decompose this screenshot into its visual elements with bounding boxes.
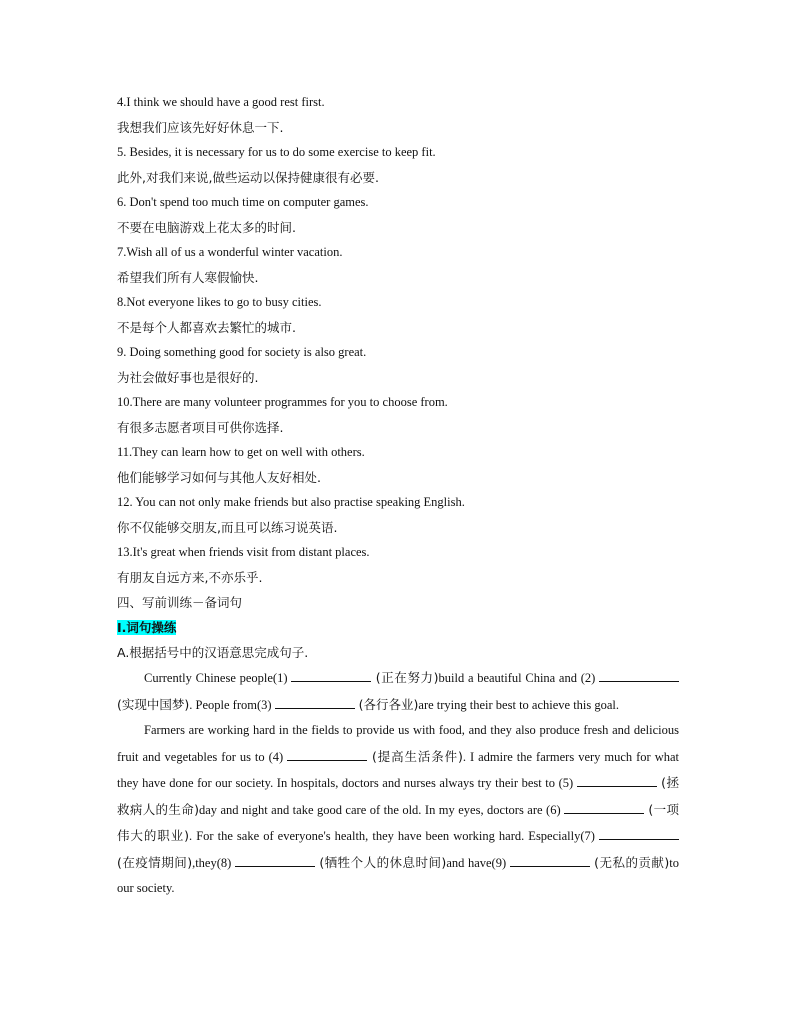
sentence-cn-7: 希望我们所有人寒假愉快. [117,270,259,285]
sentence-cn-6: 不要在电脑游戏上花太多的时间. [117,220,296,235]
p2-hint-9: (无私的贡献) [589,854,670,870]
sentence-cn-4: 我想我们应该先好好休息一下. [117,120,284,135]
subsection-label: I.词句操练 [117,620,177,635]
answer-blank-1[interactable] [291,668,371,682]
sentence-en-4: 4.I think we should have a good rest first. [117,95,325,109]
sentence-cn-8: 不是每个人都喜欢去繁忙的城市. [117,320,296,335]
p2-text-1: Farmers are working hard in the fields to provide us with food, and they also produce fresh and delicious fruit and vegetables for us to (4) [117,723,679,764]
answer-blank-2[interactable] [599,668,679,682]
exercise-instruction: A.根据括号中的汉语意思完成句子. [117,645,309,660]
sentence-en-11: 11.They can learn how to get on well with others. [117,445,365,459]
answer-blank-5[interactable] [577,773,657,787]
sentence-cn-10: 有很多志愿者项目可供你选择. [117,420,284,435]
p1-text-1: Currently Chinese people(1) [144,671,292,685]
sentence-en-12: 12. You can not only make friends but also practise speaking English. [117,495,465,509]
p2-text-6: and have(9) [446,855,510,870]
answer-blank-9[interactable] [510,853,590,867]
p2-hint-6: (一项伟大的职业) [117,801,679,843]
p1-hint-2: (实现中国梦) [117,696,190,712]
p2-text-2: . I admire the farmers very much for what they have done for our society. In hospitals, doctors and nurses always try their best to (5) [117,749,679,790]
sentence-en-5: 5. Besides, it is necessary for us to do some exercise to keep fit. [117,145,436,159]
answer-blank-4[interactable] [287,747,367,761]
sentence-en-13: 13.It's great when friends visit from distant places. [117,545,370,559]
p2-hint-5: (拯救病人的生命) [117,775,679,817]
answer-blank-7[interactable] [599,826,679,840]
answer-blank-3[interactable] [275,695,355,709]
p2-text-4: . For the sake of everyone's health, they have been working hard. Especially(7) [189,829,599,843]
sentence-cn-5: 此外,对我们来说,做些运动以保持健康很有必要. [117,170,379,185]
p1-text-3: . People from(3) [189,697,275,712]
p1-text-2: build a beautiful China and (2) [438,671,599,685]
subsection-row [117,615,679,640]
p2-text-5: ,they(8) [192,855,235,870]
sentence-en-7: 7.Wish all of us a wonderful winter vacation. [117,245,343,259]
p1-hint-3: (各行各业) [354,696,419,712]
p2-hint-8: (牺牲个人的休息时间) [314,854,447,870]
p1-hint-1: (正在努力) [371,670,439,685]
sentence-en-9: 9. Doing something good for society is also great. [117,345,367,359]
p2-hint-4: (提高生活条件) [367,748,463,764]
sentence-en-8: 8.Not everyone likes to go to busy cities. [117,295,322,309]
sentence-cn-13: 有朋友自远方来,不亦乐乎. [117,570,263,585]
sentence-cn-9: 为社会做好事也是很好的. [117,370,259,385]
sentence-en-10: 10.There are many volunteer programmes for you to choose from. [117,395,448,409]
sentence-cn-11: 他们能够学习如何与其他人友好相处. [117,470,321,485]
document-content [117,90,679,902]
section-heading: 四、写前训练－备词句 [117,595,243,610]
exercise-paragraph-1 [117,665,679,718]
p2-text-7: to our society. [117,855,679,895]
sentence-cn-12: 你不仅能够交朋友,而且可以练习说英语. [117,520,338,535]
p2-hint-7: (在疫情期间) [117,854,193,870]
answer-blank-8[interactable] [235,853,315,867]
answer-blank-6[interactable] [564,800,644,814]
sentence-en-6: 6. Don't spend too much time on computer games. [117,195,369,209]
p2-text-3: day and night and take good care of the old. In my eyes, doctors are (6) [198,802,565,817]
p1-text-4: are trying their best to achieve this goal. [418,697,620,712]
exercise-paragraph-2 [117,718,679,902]
